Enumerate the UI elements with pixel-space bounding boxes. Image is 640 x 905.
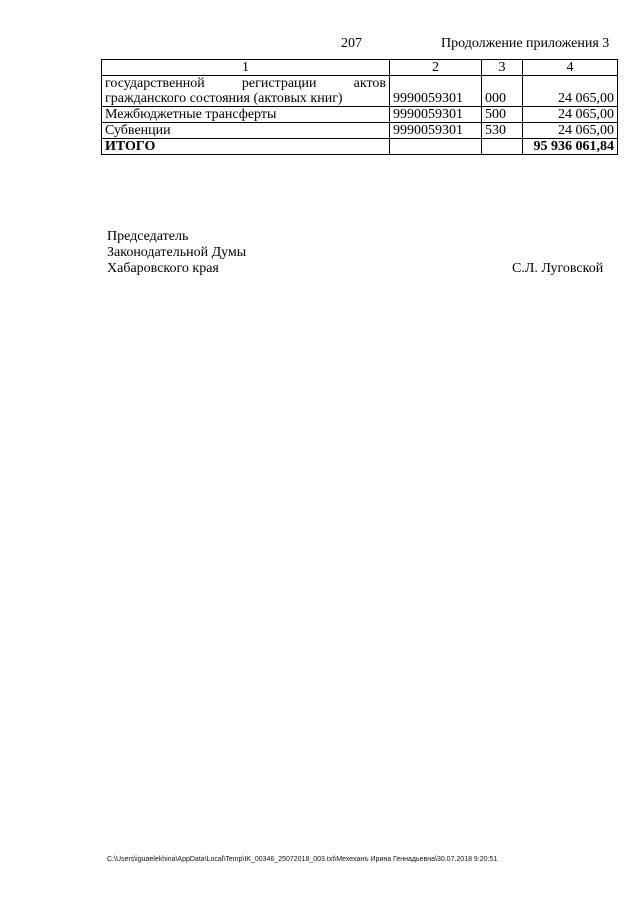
row-name-line2: гражданского состояния (актовых книг) [105,91,343,106]
column-header-2: 2 [390,60,482,76]
signatory-title [107,229,246,277]
column-header-1: 1 [102,60,390,76]
row-name-cell: Межбюджетные трансферты [102,107,390,123]
row-name-word: государственной [105,76,205,91]
table-row [102,123,618,139]
column-header-3: 3 [482,60,523,76]
total-label-cell: ИТОГО [102,139,390,155]
page-number: 207 [341,36,362,51]
appendix-continuation-label: Продолжение приложения 3 [441,36,610,51]
row-name-line1 [105,76,386,91]
total-code-cell [390,139,482,155]
signatory-title-line3: Хабаровского края [107,261,219,276]
signatory-title-line1: Председатель [107,229,189,244]
row-type-cell: 530 [482,123,523,139]
table-row [102,107,618,123]
footer-file-path: C:\Users\iguaelekhina\AppData\Local\Temp\IK_00346_25072018_003.txt\Мехеханъ Ирина Геннадьевна\30.07.2018 9:20:51 [107,856,498,863]
signatory-title-line2: Законодательной Думы [107,245,247,260]
table-header-row [102,60,618,76]
row-type-cell: 500 [482,107,523,123]
row-name-cell [102,76,390,107]
row-name-word: регистрации [241,76,317,91]
row-code-cell: 9990059301 [390,76,482,107]
column-header-4: 4 [523,60,618,76]
total-type-cell [482,139,523,155]
row-name-cell: Субвенции [102,123,390,139]
row-code-cell: 9990059301 [390,123,482,139]
signatory-name: С.Л. Луговской [512,261,604,276]
budget-table [101,59,618,155]
row-code-cell: 9990059301 [390,107,482,123]
table-row [102,76,618,107]
row-amount-cell: 24 065,00 [523,107,618,123]
total-amount-cell: 95 936 061,84 [523,139,618,155]
row-amount-cell: 24 065,00 [523,76,618,107]
row-amount-cell: 24 065,00 [523,123,618,139]
row-type-cell: 000 [482,76,523,107]
row-name-word: актов [353,76,386,91]
table-total-row [102,139,618,155]
